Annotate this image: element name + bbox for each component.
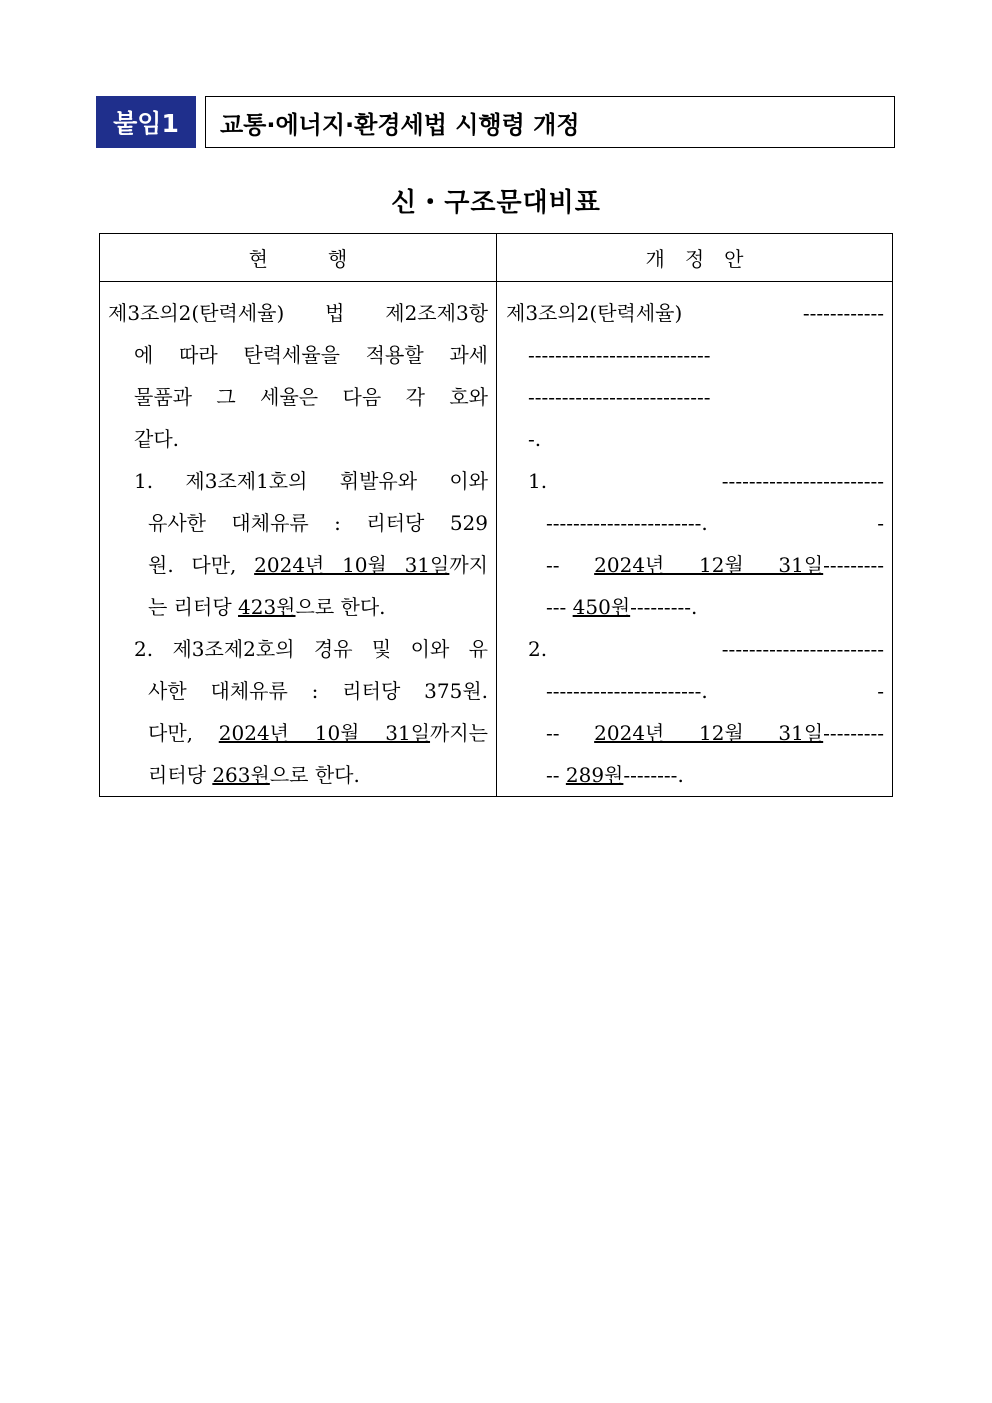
revised-line: [546, 586, 884, 628]
header-revised: 개 정 안: [645, 247, 744, 271]
header-current: 현 행: [248, 247, 348, 271]
comparison-table: [99, 233, 893, 797]
text-segment: --: [546, 763, 566, 787]
amended-value: 2024년 12월 31일: [594, 553, 824, 577]
amended-value: 263원: [212, 763, 270, 787]
revised-line: 1. ------------------------: [528, 469, 884, 493]
text-segment: --: [546, 553, 595, 577]
text-segment: 까지는: [430, 721, 488, 745]
text-segment: 까지: [449, 553, 488, 577]
current-line: 같다.: [134, 427, 179, 451]
column-divider: [496, 234, 497, 796]
text-segment: --------.: [623, 763, 684, 787]
revised-line: -.: [528, 427, 542, 451]
text-segment: 리터당: [148, 763, 213, 787]
amended-value: 289원: [565, 763, 624, 787]
text-segment: ---------.: [630, 595, 698, 619]
current-line: 에 따라 탄력세율을 적용할 과세: [134, 343, 488, 367]
amended-value: 2024년 10월 31일: [218, 721, 431, 745]
amended-value: 2024년 12월 31일: [594, 721, 824, 745]
text-segment: 다만,: [148, 721, 219, 745]
current-line: [148, 712, 488, 754]
revised-line: 2. ------------------------: [528, 637, 884, 661]
text-segment: ---------: [823, 721, 884, 745]
header: [96, 96, 895, 148]
revised-line: -----------------------. -: [546, 511, 884, 535]
current-line: 물품과 그 세율은 다음 각 호와: [134, 385, 488, 409]
revised-line: [546, 544, 884, 586]
text-segment: --: [546, 721, 595, 745]
current-line: 2. 제3조제2호의 경유 및 이와 유: [134, 637, 488, 661]
current-line: [148, 754, 488, 796]
text-segment: 으로 한다.: [269, 763, 360, 787]
text-segment: 는 리터당: [148, 595, 238, 619]
comparison-table-title: 신・구조문대비표: [391, 188, 601, 218]
revised-line: ---------------------------: [528, 385, 711, 409]
revised-line: [546, 712, 884, 754]
text-segment: 으로 한다.: [295, 595, 386, 619]
current-line: 1. 제3조제1호의 휘발유와 이와: [134, 469, 488, 493]
text-segment: ---------: [823, 553, 884, 577]
current-line: 제3조의2(탄력세율) 법 제2조제3항: [108, 301, 488, 325]
current-line: [148, 586, 488, 628]
current-line: 유사한 대체유류 : 리터당 529: [148, 511, 488, 535]
current-line: [148, 544, 488, 586]
text-segment: 원. 다만,: [148, 553, 255, 577]
revised-line: 제3조의2(탄력세율) ------------: [506, 301, 884, 325]
revised-line: -----------------------. -: [546, 679, 884, 703]
document-title: 교통·에너지·환경세법 시행령 개정: [205, 96, 895, 148]
amended-value: 2024년 10월 31일: [254, 553, 450, 577]
amended-value: 423원: [238, 595, 296, 619]
amended-value: 450원: [572, 595, 631, 619]
revised-line: [546, 754, 884, 796]
revised-line: ---------------------------: [528, 343, 711, 367]
attachment-badge: 붙임1: [96, 96, 196, 148]
current-line: 사한 대체유류 : 리터당 375원.: [148, 679, 488, 703]
text-segment: ---: [546, 595, 573, 619]
